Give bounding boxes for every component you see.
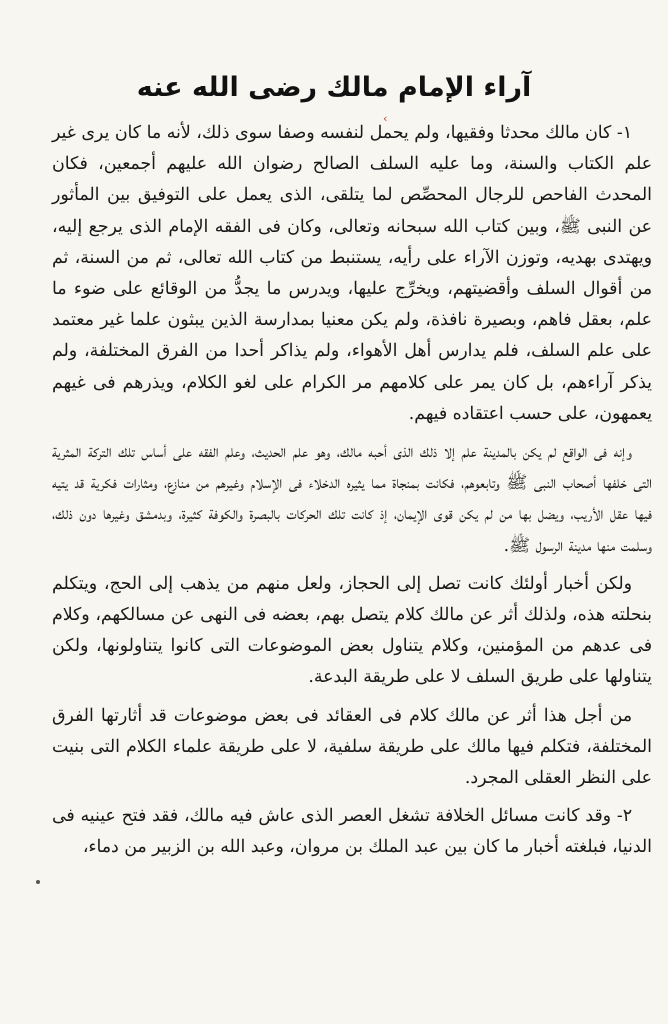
paragraph-3: ولكن أخبار أولئك كانت تصل إلى الحجاز، ولعل منهم من يذهب إلى الحج، ويتكلم بنحلته هذه، ولذلك أثر عن مالك كلام يتصل بهم، بعضه فى النهى عن مسالكهم، وكلام فى عدهم من المؤمنين، وكلام يتناول بعض الموضوعات التى كانوا يتناولونها، ولكن يتناولها على طريق السلف لا على طريقة البدعة. <box>52 573 652 688</box>
margin-mark: ‹ <box>383 112 388 125</box>
margin-dot <box>36 880 40 884</box>
chapter-title: آراء الإمام مالك رضى الله عنه <box>136 72 532 103</box>
paragraph-2: وإنه فى الواقع لم يكن بالمدينة علم إلا ذلك الذى أحبه مالك، وهو علم الحديث، وعلم الفقه على أساس تلك التركة المثرية التى خلفها أصحاب النبى ﷺ وتابعوهم، فكانت بمنجاة مما يثيره الدخلاء فى الإسلام وغيرهم من منازع، ومثارات فكرية قد يتيه فيها عقل الأريب، ويضل بها من لم يكن قوى الإيمان، إذ كانت تلك الحركات بالبصرة والكوفة كثيرة، وبدمشق وغيرها دون ذلك، وسلمت منها مدينة الرسول ﷺ. <box>52 442 652 556</box>
paragraph-4: من أجل هذا أثر عن مالك كلام فى العقائد فى بعض موضوعات قد أثارتها الفرق المختلفة، فتكلم فيها مالك على طريقة سلفية، لا على طريقة علماء الكلام التى بنيت على النظر العقلى المجرد. <box>52 705 652 789</box>
body-text <box>52 118 652 871</box>
paragraph-1: ١- كان مالك محدثا وفقيها، ولم يحمل لنفسه وصفا سوى ذلك، لأنه ما كان يرى غير علم الكتاب والسنة، وما عليه السلف الصالح رضوان الله عليهم أجمعين، فكان المحدث الفاحص للرجال المحصِّص لما يتلقى، الذى يعمل على التوفيق بين المأثور عن النبى ﷺ، وبين كتاب الله سبحانه وتعالى، وكان فى الفقه الإمام الذى يرجع إليه، ويهتدى بهديه، وتوزن الآراء على رأيه، يستنبط من كتاب الله تعالى، ثم من السنة، ثم من أقوال السلف وأقضيتهم، ويخرِّج عليها، ويدرس ما يجدُّ من الوقائع على ضوء ما علم، بعقل فاهم، وبصيرة نافذة، ولم يكن معنيا بمدارسة الذين يبثون علما غير معتمد على علم السلف، فلم يدارس أهل الأهواء، ولم يذاكر أحدا من الفرق المختلفة، ولم يذكر آراءهم، بل كان يمر على كلامهم مر الكرام على لغو الكلام، ويذرهم فى غيهم يعمهون، على حسب اعتقاده فيهم. <box>52 123 652 424</box>
paragraph-5: ٢- وقد كانت مسائل الخلافة تشغل العصر الذى عاش فيه مالك، فقد فتح عينيه فى الدنيا، فبلغته أخبار ما كان بين عبد الملك بن مروان، وعبد الله بن الزبير من دماء، <box>52 806 652 858</box>
